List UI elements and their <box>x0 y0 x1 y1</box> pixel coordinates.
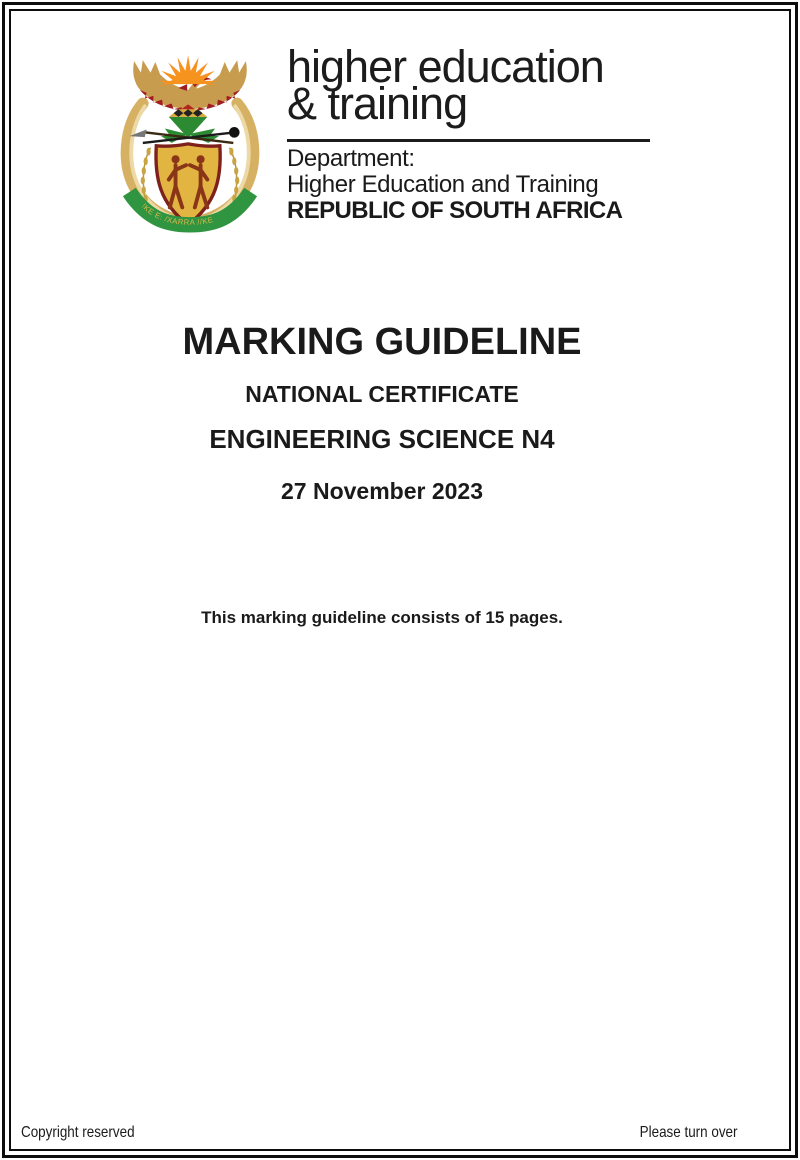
header-rule <box>287 139 650 142</box>
department-block <box>287 146 622 224</box>
department-label: Department: <box>287 145 415 172</box>
country-name: REPUBLIC OF SOUTH AFRICA <box>287 197 623 224</box>
subject-title: ENGINEERING SCIENCE N4 <box>209 424 555 454</box>
dhet-wordmark <box>287 41 604 129</box>
footer-turn-over: Please turn over <box>640 1124 738 1141</box>
department-name: Higher Education and Training <box>287 171 599 198</box>
footer-copyright: Copyright reserved <box>21 1124 135 1141</box>
exam-date: 27 November 2023 <box>280 478 483 504</box>
wordmark-line1: higher education <box>287 41 604 92</box>
wordmark-line2: & training <box>287 78 468 129</box>
pages-note: This marking guideline consists of 15 pages. <box>201 608 563 627</box>
sun <box>158 55 219 86</box>
coat-of-arms-logo <box>112 46 268 236</box>
motto-text: !KE E: /XARRA //KE <box>139 201 215 227</box>
certificate-title: NATIONAL CERTIFICATE <box>245 381 519 407</box>
page-title: MARKING GUIDELINE <box>182 321 582 363</box>
